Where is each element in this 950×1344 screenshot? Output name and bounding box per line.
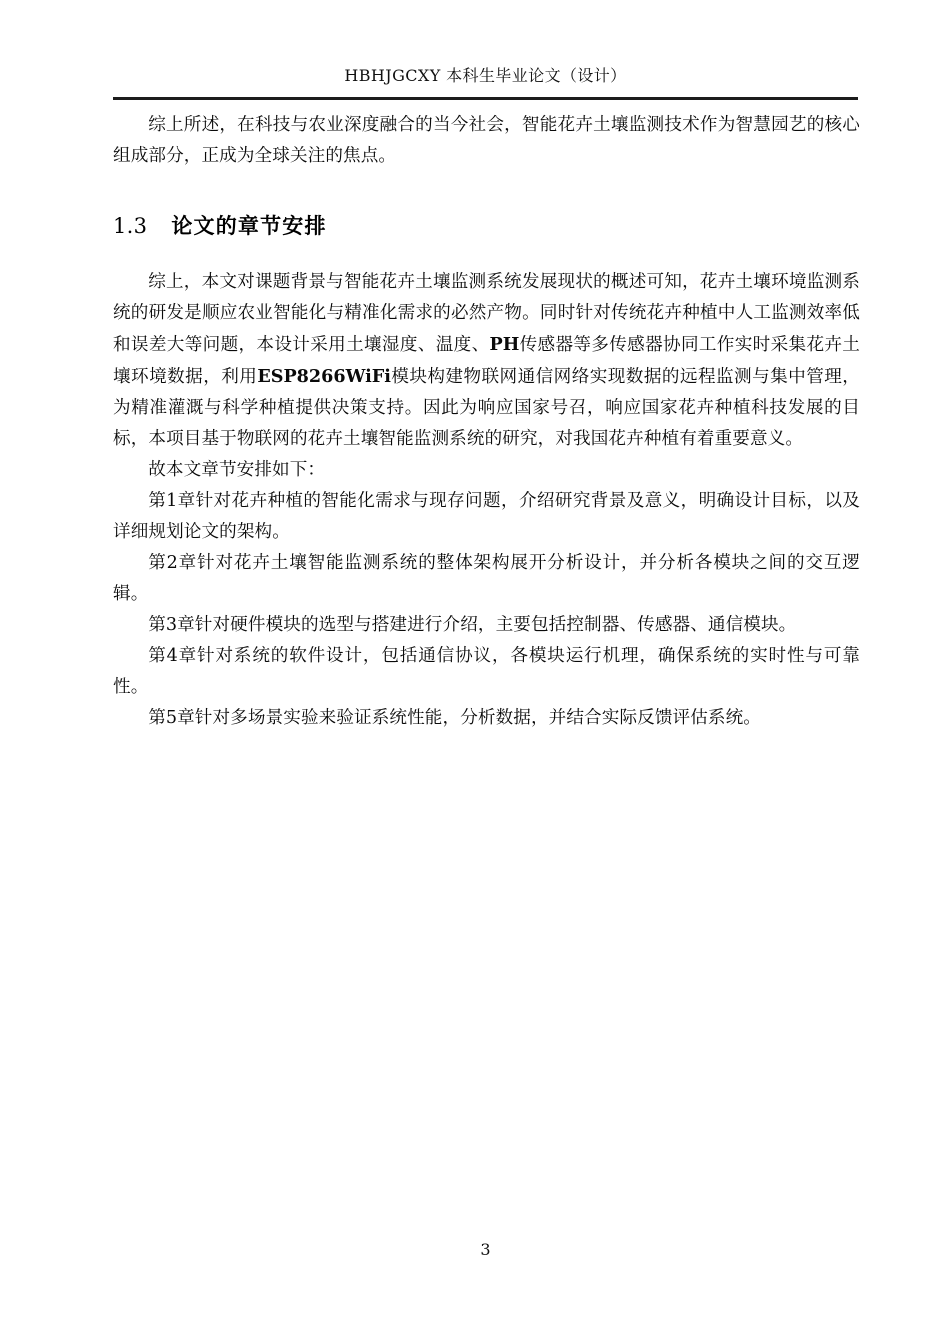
chapter-2-text: 章针对花卉土壤智能监测系统的整体架构展开分析设计，并分析各模块之间的交互逻辑。 [113, 553, 860, 604]
paragraph-overview-part-a: 综上，本文对课题背景与智能花卉土壤监测系统发展现状的概述可知，花卉土壤环境监测系统的研发是顺应农业智能化与精准化需求的必然产物。同时针对传统花卉种植中人工监测效率低和误差大等问题，本设计采用土壤湿度、温度、 [113, 272, 860, 355]
header-divider-rule [113, 97, 858, 100]
page-number: 3 [480, 1240, 491, 1259]
paragraph-arrangement-intro: 故本文章节安排如下： [148, 460, 326, 480]
paragraph-overview-part-c: 模块构建物联网通信网络实现数据的远程监测与集中管理，为精准灌溉与科学种植提供决策支持。因此为响应国家号召，响应国家花卉种植科技发展的目标，本项目基于物联网的花卉土壤智能监测系统的研究，对我国花卉种植有着重要意义。 [113, 367, 860, 449]
chapter-4-text: 章针对系统的软件设计，包括通信协议，各模块运行机理，确保系统的实时性与可靠性。 [113, 646, 860, 697]
chapter-1-text: 章针对花卉种植的智能化需求与现存问题，介绍研究背景及意义，明确设计目标，以及详细规划论文的架构。 [113, 491, 860, 542]
chapter-3-prefix: 第 [148, 615, 166, 635]
chapter-5-number: 5 [165, 708, 178, 728]
page-header [113, 63, 858, 86]
chapter-2-number: 2 [166, 553, 178, 573]
heading-spacer-below [113, 240, 860, 267]
section-number: 1.3 [113, 214, 148, 238]
paragraph-chapter-1 [113, 486, 860, 548]
chapter-4-prefix: 第 [148, 646, 167, 666]
heading-spacer-above [113, 172, 860, 210]
paragraph-chapter-3 [113, 610, 860, 641]
paragraph-chapter-2 [113, 548, 860, 610]
chapter-5-text: 章针对多场景实验来验证系统性能，分析数据，并结合实际反馈评估系统。 [177, 708, 761, 728]
term-esp8266wifi: ESP8266WiFi [257, 366, 391, 387]
header-title: HBHJGCXY 本科生毕业论文（设计） [344, 66, 627, 85]
chapter-2-prefix: 第 [148, 553, 167, 573]
paragraph-chapter-4 [113, 641, 860, 703]
chapter-1-number: 1 [166, 491, 178, 511]
paragraph-chapter-5 [113, 703, 860, 734]
chapter-4-number: 4 [166, 646, 178, 666]
paragraph-summary: 综上所述，在科技与农业深度融合的当今社会，智能花卉土壤监测技术作为智慧园艺的核心组成部分，正成为全球关注的焦点。 [113, 115, 860, 166]
chapter-3-text: 章针对硬件模块的选型与搭建进行介绍，主要包括控制器、传感器、通信模块。 [177, 615, 797, 635]
paragraph-overview-part-b: 传感器等多传感器协同工作实时采集花卉土壤环境数据，利用 [113, 335, 860, 387]
document-body [113, 110, 860, 734]
chapter-5-prefix: 第 [148, 708, 166, 728]
section-title: 论文的章节安排 [171, 214, 327, 238]
term-ph-sensor: PH [489, 334, 520, 355]
chapter-3-number: 3 [165, 615, 178, 635]
page-footer [113, 1240, 858, 1259]
paragraph-overview [113, 267, 860, 455]
chapter-1-prefix: 第 [148, 491, 167, 511]
section-heading-1-3 [113, 210, 860, 240]
